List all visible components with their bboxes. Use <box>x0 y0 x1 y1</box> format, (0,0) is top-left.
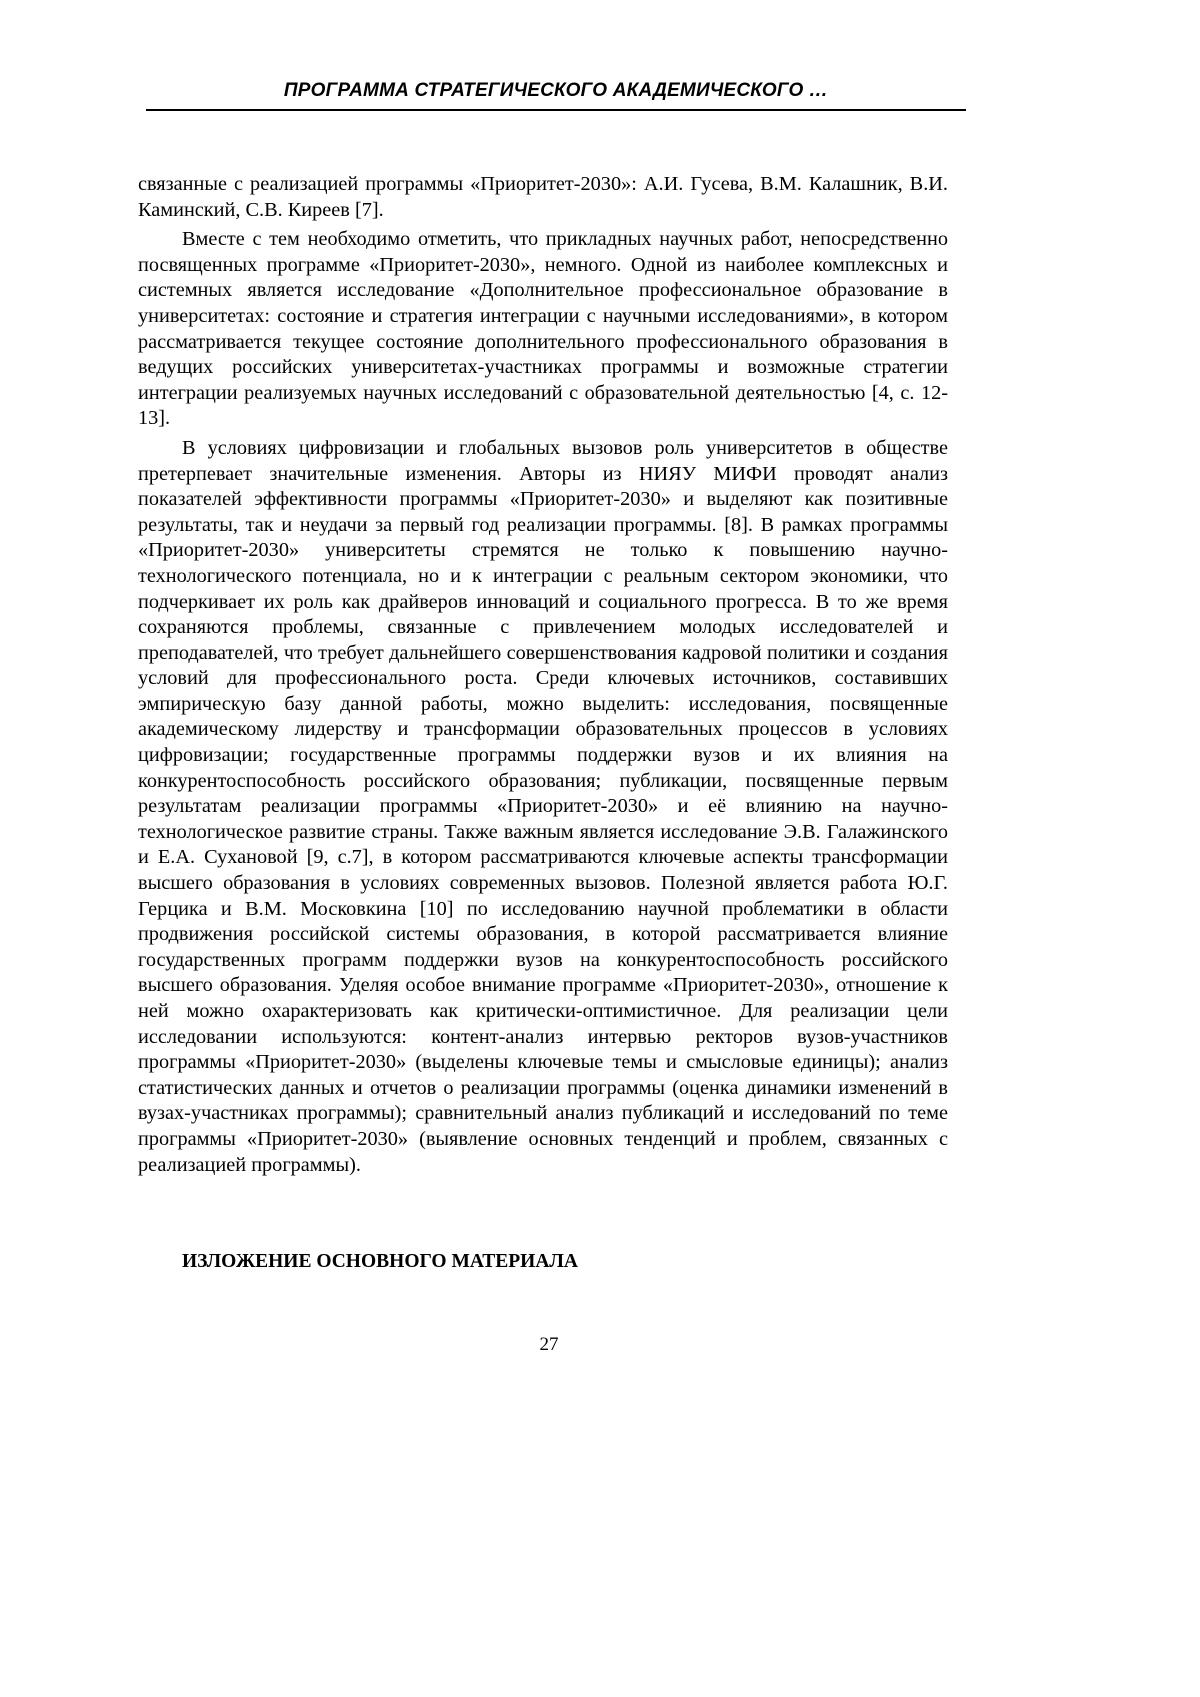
page-number: 27 <box>0 1333 1098 1357</box>
paragraph-applied-research: Вместе с тем необходимо отметить, что прикладных научных работ, непосредственно посвященных программе «Приоритет-2030», немного. Одной из наиболее комплексных и системных является исследование «Дополнительное профессиональное образование в университетах: состояние и стратегия интеграции с научными исследованиями», в котором рассматривается текущее состояние дополнительного профессионального образования в ведущих российских университетах-участниках программы и возможные стратегии интеграции реализуемых научных исследований с образовательной деятельностью [4, с. 12-13]. <box>138 227 948 432</box>
body-text <box>138 172 948 1182</box>
section-heading: ИЗЛОЖЕНИЕ ОСНОВНОГО МАТЕРИАЛА <box>182 1250 578 1274</box>
header-divider <box>146 109 966 111</box>
running-header: ПРОГРАММА СТРАТЕГИЧЕСКОГО АКАДЕМИЧЕСКОГО … <box>146 80 966 102</box>
paragraph-digitalization: В условиях цифровизации и глобальных вызовов роль университетов в обществе претерпевает значительные изменения. Авторы из НИЯУ МИФИ проводят анализ показателей эффективности программы «Приоритет-2030» и выделяют как позитивные результаты, так и неудачи за первый год реализации программы. [8]. В рамках программы «Приоритет-2030» университеты стремятся не только к повышению научно-технологического потенциала, но и к интеграции с реальным сектором экономики, что подчеркивает их роль как драйверов инноваций и социального прогресса. В то же время сохраняются проблемы, связанные с привлечением молодых исследователей и преподавателей, что требует дальнейшего совершенствования кадровой политики и создания условий для профессионального роста. Среди ключевых источников, составивших эмпирическую базу данной работы, можно выделить: исследования, посвященные академическому лидерству и трансформации образовательных процессов в условиях цифровизации; государственные программы поддержки вузов и их влияния на конкурентоспособность российского образования; публикации, посвященные первым результатам реализации программы «Приоритет-2030» и её влиянию на научно-технологическое развитие страны. Также важным является исследование Э.В. Галажинского и Е.А. Сухановой [9, с.7], в котором рассматриваются ключевые аспекты трансформации высшего образования в условиях современных вызовов. Полезной является работа Ю.Г. Герцика и В.М. Московкина [10] по исследованию научной проблематики в области продвижения российской системы образования, в которой рассматривается влияние государственных программ поддержки вузов на конкурентоспособность российского высшего образования. Уделяя особое внимание программе «Приоритет-2030», отношение к ней можно охарактеризовать как критически-оптимистичное. Для реализации цели исследовании используются: контент-анализ интервью ректоров вузов-участников программы «Приоритет-2030» (выделены ключевые темы и смысловые единицы); анализ статистических данных и отчетов о реализации программы (оценка динамики изменений в вузах-участниках программы); сравнительный анализ публикаций и исследований по теме программы «Приоритет-2030» (выявление основных тенденций и проблем, связанных с реализацией программы). <box>138 436 948 1178</box>
paragraph-continuation: связанные с реализацией программы «Приоритет-2030»: А.И. Гусева, В.М. Калашник, В.И. Каминский, С.В. Киреев [7]. <box>138 172 948 223</box>
